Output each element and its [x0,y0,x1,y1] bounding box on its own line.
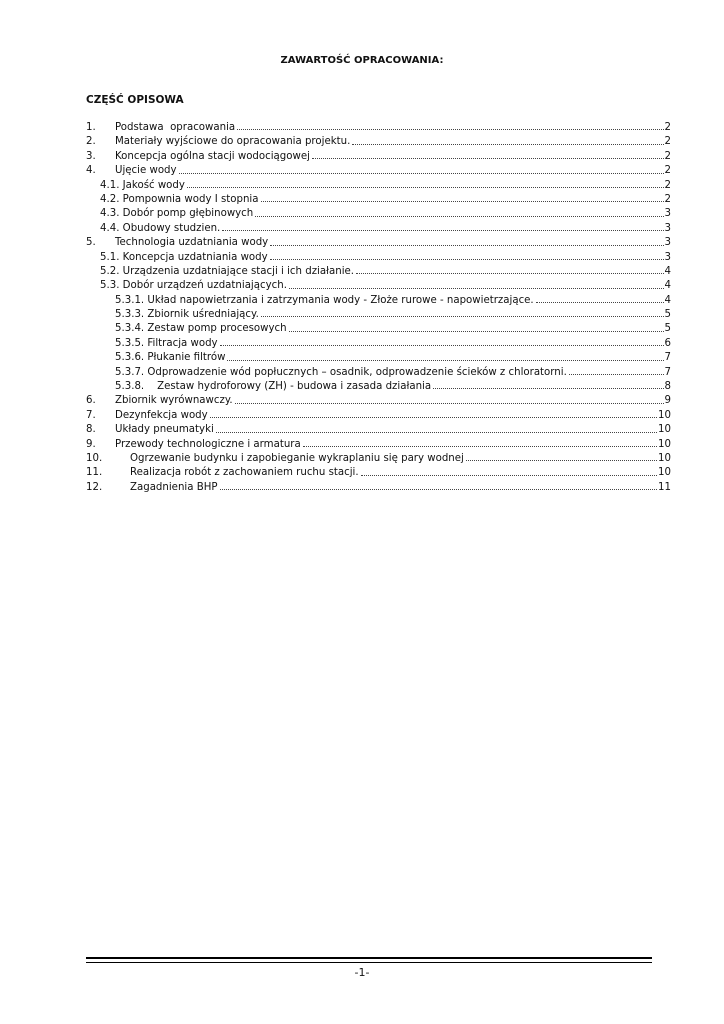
toc-entry[interactable] [86,409,671,423]
toc-entry-title: 5.3.4. Zestaw pomp procesowych [115,323,287,335]
toc-dot-leader [220,344,664,346]
toc-entry[interactable] [86,466,671,480]
toc-dot-leader [220,488,658,490]
toc-dot-leader [222,229,663,231]
toc-entry[interactable] [86,294,671,308]
toc-dot-leader [312,157,664,159]
toc-dot-leader [352,143,663,145]
toc-dot-leader [255,215,663,217]
toc-dot-leader [569,373,664,375]
toc-entry-title: Zbiornik wyrównawczy. [115,395,233,407]
toc-dot-leader [179,172,664,174]
toc-dot-leader [361,474,657,476]
toc-entry[interactable] [86,164,671,178]
toc-entry-page: 10 [658,438,671,450]
toc-entry-page: 5 [664,309,671,321]
toc-dot-leader [303,445,657,447]
toc-entry-title: Układy pneumatyki [115,424,214,436]
toc-entry-page: 10 [658,409,671,421]
toc-entry-page: 4 [664,280,671,292]
toc-entry-title: 5.3.3. Zbiornik uśredniający. [115,309,259,321]
toc-entry-number: 8. [86,424,96,436]
toc-entry-title: 5.3.6. Płukanie filtrów [115,352,226,364]
toc-entry-page: 3 [664,208,671,220]
toc-entry-number: 11. [86,467,103,479]
toc-dot-leader [356,272,663,274]
toc-entry-page: 7 [664,366,671,378]
toc-entry-page: 8 [664,381,671,393]
toc-entry-title: Zagadnienia BHP [130,481,218,493]
toc-dot-leader [216,431,657,433]
table-of-contents [86,121,671,495]
toc-entry[interactable] [86,150,671,164]
toc-entry-page: 7 [664,352,671,364]
footer-divider [86,957,652,959]
toc-entry-title: 5.3.7. Odprowadzenie wód popłucznych – osadnik, odprowadzenie ścieków z chloratorni. [115,366,567,378]
toc-entry-page: 4 [664,294,671,306]
toc-entry-number: 4. [86,165,96,177]
toc-entry-page: 2 [664,136,671,148]
toc-entry-number: 2. [86,136,96,148]
toc-entry-title: Podstawa opracowania [115,122,236,133]
toc-entry-page: 3 [664,237,671,249]
toc-entry-page: 6 [664,337,671,349]
toc-entry[interactable] [86,251,671,265]
toc-entry-title: 4.2. Pompownia wody I stopnia [100,193,259,205]
toc-dot-leader [270,258,664,260]
toc-entry[interactable] [86,481,671,495]
toc-entry-title: Ogrzewanie budynku i zapobieganie wykraplaniu się pary wodnej [130,452,464,464]
toc-entry-page: 4 [664,265,671,277]
toc-entry[interactable] [86,193,671,207]
toc-entry-number: 1. [86,122,96,133]
toc-dot-leader [237,128,663,130]
toc-dot-leader [235,402,664,404]
toc-entry-number: 9. [86,438,96,450]
toc-dot-leader [466,459,657,461]
toc-entry[interactable] [86,121,671,135]
toc-entry[interactable] [86,135,671,149]
toc-entry-number: 7. [86,409,96,421]
toc-entry[interactable] [86,179,671,193]
toc-entry[interactable] [86,279,671,293]
toc-entry[interactable] [86,207,671,221]
toc-entry[interactable] [86,265,671,279]
toc-entry[interactable] [86,452,671,466]
toc-entry[interactable] [86,322,671,336]
toc-entry-page: 2 [664,150,671,162]
section-heading: CZĘŚĆ OPISOWA [86,94,184,106]
toc-entry-page: 2 [664,193,671,205]
toc-entry-page: 3 [664,251,671,263]
toc-entry-number: 10. [86,452,103,464]
toc-dot-leader [210,416,657,418]
toc-entry-number: 5. [86,237,96,249]
toc-entry-page: 11 [658,481,671,493]
toc-entry-title: 4.4. Obudowy studzien. [100,222,221,234]
toc-entry-title: Dezynfekcja wody [115,409,208,421]
toc-dot-leader [289,287,664,289]
footer-divider-thin [86,962,652,963]
toc-dot-leader [289,330,664,332]
toc-entry-title: Koncepcja ogólna stacji wodociągowej [115,150,310,162]
page-number: -1- [354,966,370,979]
toc-entry-title: Technologia uzdatniania wody [115,237,269,249]
toc-entry[interactable] [86,380,671,394]
toc-entry-number: 12. [86,481,103,493]
toc-entry[interactable] [86,351,671,365]
toc-dot-leader [261,315,664,317]
toc-entry-title: 5.1. Koncepcja uzdatniania wody [100,251,268,263]
toc-entry-page: 10 [658,467,671,479]
toc-entry[interactable] [86,423,671,437]
toc-entry-page: 5 [664,323,671,335]
toc-dot-leader [227,359,663,361]
toc-entry-title: 4.3. Dobór pomp głębinowych [100,208,254,220]
toc-entry-title: 5.3.8. Zestaw hydroforowy (ZH) - budowa i zasada działania [115,381,432,393]
toc-dot-leader [536,301,664,303]
toc-entry-title: 5.3. Dobór urządzeń uzdatniających. [100,280,287,292]
toc-entry[interactable] [86,308,671,322]
toc-dot-leader [261,200,664,202]
toc-entry-title: Realizacja robót z zachowaniem ruchu stacji. [130,467,359,479]
toc-entry-title: Materiały wyjściowe do opracowania projektu. [115,136,351,148]
toc-entry-title: Ujęcie wody [115,165,177,177]
toc-entry[interactable] [86,337,671,351]
toc-entry-title: Przewody technologiczne i armatura [115,438,301,450]
toc-entry-page: 10 [658,452,671,464]
toc-entry-number: 3. [86,150,96,162]
toc-entry-title: 5.3.1. Układ napowietrzania i zatrzymania wody - Złoże rurowe - napowietrzające. [115,294,534,306]
toc-entry[interactable] [86,394,671,408]
toc-entry-title: 5.3.5. Filtracja wody [115,337,218,349]
toc-entry-page: 10 [658,424,671,436]
toc-entry-title: 5.2. Urządzenia uzdatniające stacji i ich działanie. [100,265,355,277]
toc-entry-number: 6. [86,395,96,407]
toc-entry[interactable] [86,366,671,380]
toc-entry-page: 9 [664,395,671,407]
toc-entry-page: 2 [664,122,671,133]
toc-entry[interactable] [86,236,671,250]
toc-entry[interactable] [86,222,671,236]
toc-entry-page: 3 [664,222,671,234]
toc-dot-leader [270,244,663,246]
toc-entry-title: 4.1. Jakość wody [100,179,185,191]
toc-entry[interactable] [86,438,671,452]
document-title: ZAWARTOŚĆ OPRACOWANIA: [280,55,444,66]
toc-entry-page: 2 [664,165,671,177]
toc-dot-leader [433,387,663,389]
toc-entry-page: 2 [664,179,671,191]
toc-dot-leader [187,186,664,188]
